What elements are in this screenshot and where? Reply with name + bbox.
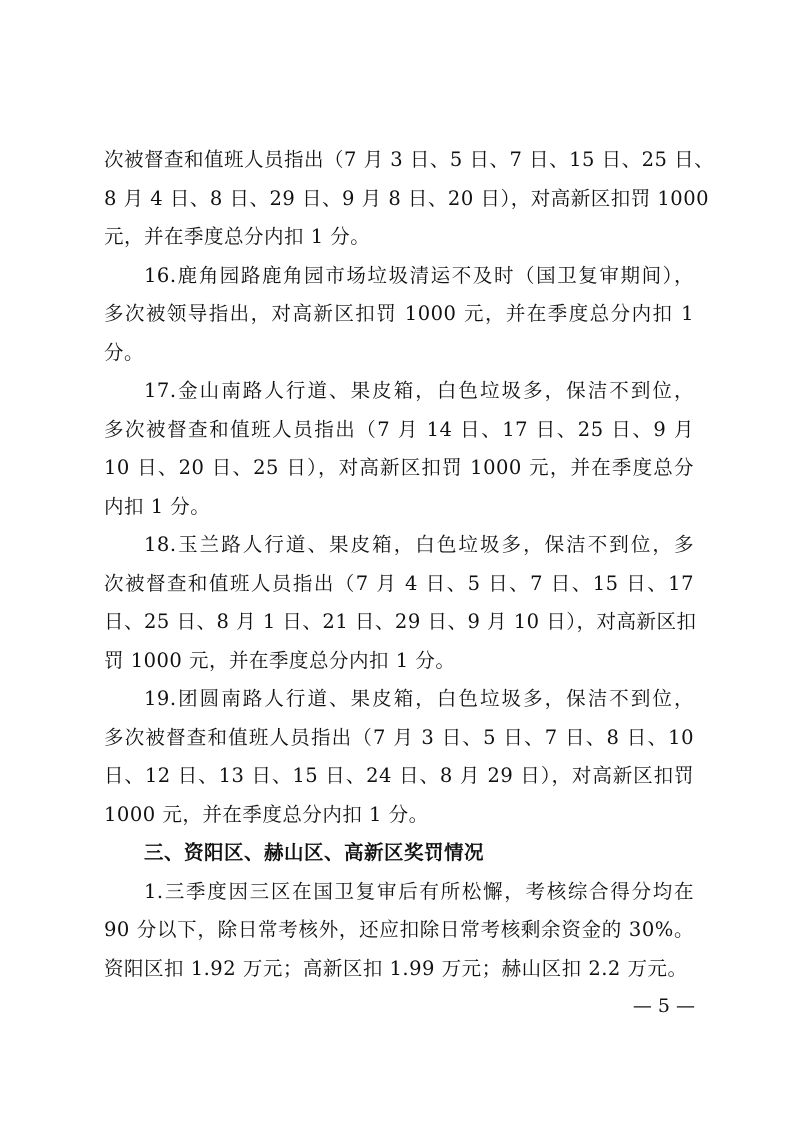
text-line: 元，并在季度总分内扣 1 分。 [104,225,371,248]
text-line: 18.玉兰路人行道、果皮箱，白色垃圾多，保洁不到位，多 [144,533,694,556]
text-line: 1000 元，并在季度总分内扣 1 分。 [104,802,429,826]
paragraph-item-18 [104,526,697,680]
text-line: 罚 1000 元，并在季度总分内扣 1 分。 [104,648,456,672]
text-line: 资阳区扣 1.92 万元；高新区扣 1.99 万元；赫山区扣 2.2 万元。 [104,956,688,980]
text-line: 多次被领导指出，对高新区扣罚 1000 元，并在季度总分内扣 1 [104,302,694,325]
text-line: 分。 [104,340,145,364]
text-line: 多次被督查和值班人员指出（7 月 14 日、17 日、25 日、9 月 [104,417,694,441]
text-line: 8 月 4 日、8 日、29 日、9 月 8 日、20 日），对高新区扣罚 1000 [104,186,710,210]
text-line: 内扣 1 分。 [104,494,211,518]
text-line: 日、25 日、8 月 1 日、21 日、29 日、9 月 10 日），对高新区扣 [104,610,697,633]
text-line: 10 日、20 日、25 日），对高新区扣罚 1000 元，并在季度总分 [104,456,694,479]
text-line: 90 分以下，除日常考核外，还应扣除日常考核剩余资金的 30%。 [104,918,694,941]
page-number: — 5 — [632,995,695,1017]
paragraph-item-15-continued [104,141,715,257]
text-line: 次被督查和值班人员指出（7 月 4 日、5 日、7 日、15 日、17 [104,571,694,595]
text-line: 多次被督查和值班人员指出（7 月 3 日、5 日、7 日、8 日、10 [104,725,694,749]
paragraph-item-16 [104,257,694,373]
text-line: 次被督查和值班人员指出（7 月 3 日、5 日、7 日、15 日、25 日、 [104,148,715,171]
paragraph-section-3-item-1 [104,873,694,989]
text-line: 日、12 日、13 日、15 日、24 日、8 月 29 日），对高新区扣罚 [104,764,694,787]
document-body [104,141,715,988]
text-line: 17.金山南路人行道、果皮箱，白色垃圾多，保洁不到位， [144,379,694,402]
paragraph-item-17 [104,372,694,526]
text-line: 19.团圆南路人行道、果皮箱，白色垃圾多，保洁不到位， [144,687,694,710]
paragraph-item-19 [104,680,694,834]
text-line: 1.三季度因三区在国卫复审后有所松懈，考核综合得分均在 [144,879,694,903]
section-heading: 三、资阳区、赫山区、高新区奖罚情况 [144,841,485,864]
text-line: 16.鹿角园路鹿角园市场垃圾清运不及时（国卫复审期间）， [144,263,694,287]
